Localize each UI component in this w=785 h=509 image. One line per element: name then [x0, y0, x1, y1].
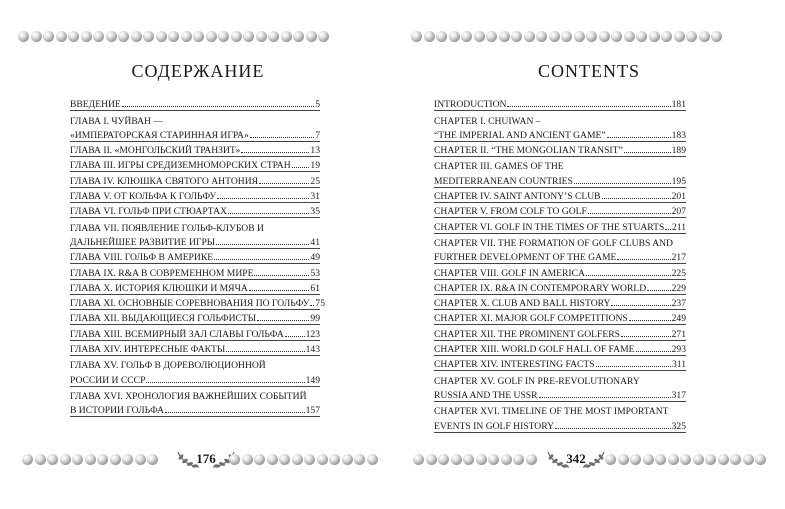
pearl-ornament: [686, 31, 697, 42]
pearl-ornament: [193, 31, 204, 42]
toc-entry-label: CHAPTER XII. THE PROMINENT GOLFERS: [434, 328, 620, 340]
toc-entry: [70, 111, 320, 126]
pearl-ornament: [268, 31, 279, 42]
right-page: [393, 0, 785, 509]
toc-entry: [70, 188, 320, 203]
toc-entry: [434, 218, 686, 233]
pearl-ornament: [451, 454, 462, 465]
toc-entry-label: ДАЛЬНЕЙШЕЕ РАЗВИТИЕ ИГРЫ: [70, 236, 216, 248]
toc-entry-page: 189: [671, 145, 686, 157]
dot-leader: [254, 275, 309, 276]
pearl-ornament: [329, 454, 340, 465]
toc-entry-label: CHAPTER X. CLUB AND BALL HISTORY: [434, 298, 611, 310]
pearl-ornament: [705, 454, 716, 465]
pearl-ornament: [354, 454, 365, 465]
dot-leader: [217, 198, 309, 199]
toc-entry: [434, 96, 686, 111]
toc-entry-page: 211: [671, 221, 686, 233]
pearl-ornament: [599, 31, 610, 42]
toc-entry: [70, 371, 320, 386]
toc-entry-label: «ИМПЕРАТОРСКАЯ СТАРИННАЯ ИГРА»: [70, 129, 249, 141]
dot-leader: [588, 213, 671, 214]
toc-entry-page: 271: [671, 328, 686, 340]
dot-leader: [602, 198, 671, 199]
toc-entry-label: ГЛАВА III. ИГРЫ СРЕДИЗЕМНОМОРСКИХ СТРАН: [70, 160, 291, 172]
pearl-ornament: [43, 31, 54, 42]
toc-entry: [70, 341, 320, 356]
pearl-ornament: [60, 454, 71, 465]
pearl-ornament: [668, 454, 679, 465]
pearl-ornament: [605, 454, 616, 465]
dot-leader: [259, 183, 309, 184]
toc-entry: [70, 249, 320, 264]
dot-leader: [539, 397, 671, 398]
toc-entry-label: ГЛАВА XVI. ХРОНОЛОГИЯ ВАЖНЕЙШИХ СОБЫТИЙ: [70, 390, 307, 402]
toc-entry: [70, 234, 320, 249]
toc-entry-label: “THE IMPERIAL AND ANCIENT GAME”: [434, 129, 606, 141]
pearl-ornament: [730, 454, 741, 465]
pearl-border-bottom-left: [413, 452, 538, 466]
toc-entry-label: CHAPTER XIV. INTERESTING FACTS: [434, 359, 595, 371]
toc-entry-page: 41: [310, 236, 320, 248]
toc-entry-page: 311: [671, 359, 686, 371]
pearl-ornament: [22, 454, 33, 465]
pearl-ornament: [501, 454, 512, 465]
toc-entry-page: 317: [671, 389, 686, 401]
toc-entry-label: ГЛАВА X. ИСТОРИЯ КЛЮШКИ И МЯЧА: [70, 282, 248, 294]
toc-entry-label: ГЛАВА XV. ГОЛЬФ В ДОРЕВОЛЮЦИОННОЙ: [70, 360, 266, 372]
toc-entry-label: ГЛАВА IX. R&A В СОВРЕМЕННОМ МИРЕ: [70, 267, 254, 279]
toc-entry-page: 53: [310, 267, 320, 279]
toc-entry: [434, 371, 686, 386]
toc-entry-page: 181: [671, 99, 686, 111]
pearl-ornament: [474, 31, 485, 42]
pearl-ornament: [624, 31, 635, 42]
pearl-ornament: [267, 454, 278, 465]
pearl-border-top: [411, 29, 724, 43]
toc-entry-page: 13: [310, 145, 320, 157]
pearl-ornament: [476, 454, 487, 465]
pearl-ornament: [118, 31, 129, 42]
pearl-ornament: [488, 454, 499, 465]
page-number: 342: [566, 451, 586, 466]
dot-leader: [607, 137, 671, 138]
dot-leader: [611, 305, 670, 306]
pearl-ornament: [254, 454, 265, 465]
pearl-ornament: [85, 454, 96, 465]
pearl-ornament: [131, 31, 142, 42]
pearl-ornament: [81, 31, 92, 42]
toc-entry-label: FURTHER DEVELOPMENT OF THE GAME: [434, 252, 617, 264]
pearl-ornament: [31, 31, 42, 42]
pearl-ornament: [18, 31, 29, 42]
toc-entry: [434, 157, 686, 172]
dot-leader: [636, 351, 671, 352]
toc-list: [70, 96, 325, 417]
pearl-ornament: [243, 31, 254, 42]
pearl-ornament: [367, 454, 378, 465]
pearl-ornament: [743, 454, 754, 465]
page-title: CONTENTS: [538, 61, 640, 81]
dot-leader: [250, 137, 314, 138]
dot-leader: [507, 106, 670, 107]
dot-leader: [249, 290, 310, 291]
pearl-ornament: [413, 454, 424, 465]
toc-entry-label: CHAPTER IV. SAINT ANTONY’S CLUB: [434, 191, 601, 203]
pearl-ornament: [218, 31, 229, 42]
pearl-ornament: [411, 31, 422, 42]
dot-leader: [617, 259, 670, 260]
toc-entry-label: ГЛАВА VII. ПОЯВЛЕНИЕ ГОЛЬФ-КЛУБОВ И: [70, 222, 264, 234]
page-number: 176: [196, 451, 216, 466]
toc-entry-label: INTRODUCTION: [434, 99, 507, 111]
pearl-ornament: [618, 454, 629, 465]
toc-entry: [434, 280, 686, 295]
pearl-ornament: [438, 454, 449, 465]
pearl-ornament: [281, 31, 292, 42]
toc-entry-page: 123: [305, 328, 320, 340]
dot-leader: [214, 259, 309, 260]
pearl-ornament: [68, 31, 79, 42]
dot-leader: [226, 351, 304, 352]
toc-entry-label: CHAPTER V. FROM COLF TO GOLF: [434, 206, 587, 218]
pearl-ornament: [231, 31, 242, 42]
toc-entry: [434, 417, 686, 432]
toc-entry-label: CHAPTER IX. R&A IN CONTEMPORARY WORLD: [434, 282, 647, 294]
toc-entry-page: 61: [310, 282, 320, 294]
pearl-ornament: [242, 454, 253, 465]
pearl-ornament: [72, 454, 83, 465]
toc-entry-label: CHAPTER XVI. TIMELINE OF THE MOST IMPORTANT: [434, 406, 669, 418]
toc-entry-page: 183: [671, 129, 686, 141]
toc-entry-page: 195: [671, 175, 686, 187]
toc-entry-label: ГЛАВА II. «МОНГОЛЬСКИЙ ТРАНЗИТ»: [70, 145, 241, 157]
pearl-ornament: [649, 31, 660, 42]
toc-entry-label: CHAPTER VIII. GOLF IN AMERICA: [434, 267, 585, 279]
pearl-ornament: [110, 454, 121, 465]
toc-entry: [434, 188, 686, 203]
pearl-ornament: [181, 31, 192, 42]
pearl-border-bottom-right: [605, 452, 768, 466]
pearl-ornament: [549, 31, 560, 42]
toc-entry-page: 19: [310, 160, 320, 172]
toc-entry: [70, 142, 320, 157]
dot-leader: [629, 320, 671, 321]
toc-entry-label: CHAPTER III. GAMES OF THE: [434, 161, 564, 173]
pearl-ornament: [206, 31, 217, 42]
toc-entry-label: CHAPTER II. “THE MONGOLIAN TRANSIT”: [434, 145, 623, 157]
pearl-ornament: [292, 454, 303, 465]
pearl-ornament: [574, 31, 585, 42]
pearl-ornament: [711, 31, 722, 42]
toc-entry: [434, 341, 686, 356]
toc-entry-page: 143: [305, 344, 320, 356]
toc-entry-label: ВВЕДЕНИЕ: [70, 99, 121, 111]
toc-entry-label: В ИСТОРИИ ГОЛЬФА: [70, 405, 165, 417]
toc-entry-page: 249: [671, 313, 686, 325]
toc-entry: [434, 234, 686, 249]
toc-entry-page: 35: [310, 206, 320, 218]
pearl-border-bottom-right: [229, 452, 379, 466]
pearl-ornament: [293, 31, 304, 42]
toc-entry: [70, 127, 320, 142]
toc-entry-page: 229: [671, 282, 686, 294]
toc-entry-label: ГЛАВА VIII. ГОЛЬФ В АМЕРИКЕ: [70, 252, 214, 264]
toc-entry-page: 157: [305, 405, 320, 417]
toc-entry-page: 31: [310, 191, 320, 203]
pearl-ornament: [636, 31, 647, 42]
dot-leader: [292, 167, 310, 168]
pearl-ornament: [426, 454, 437, 465]
pearl-ornament: [93, 31, 104, 42]
toc-entry-page: 5: [315, 99, 320, 111]
pearl-ornament: [436, 31, 447, 42]
toc-entry: [70, 96, 320, 111]
pearl-ornament: [97, 454, 108, 465]
toc-entry-page: 149: [305, 374, 320, 386]
dot-leader: [241, 152, 309, 153]
toc-entry-page: 99: [310, 313, 320, 325]
page-title: СОДЕРЖАНИЕ: [131, 61, 265, 81]
toc-entry-label: ГЛАВА XIV. ИНТЕРЕСНЫЕ ФАКТЫ: [70, 344, 226, 356]
dot-leader: [165, 412, 305, 413]
toc-entry: [70, 295, 325, 310]
pearl-ornament: [449, 31, 460, 42]
toc-entry-label: CHAPTER XI. MAJOR GOLF COMPETITIONS: [434, 313, 628, 325]
dot-leader: [216, 244, 309, 245]
toc-entry-label: CHAPTER XV. GOLF IN PRE-REVOLUTIONARY: [434, 375, 640, 387]
pearl-ornament: [630, 454, 641, 465]
toc-entry-label: РОССИИ И СССР: [70, 374, 146, 386]
toc-entry-page: 325: [671, 420, 686, 432]
pearl-ornament: [135, 454, 146, 465]
toc-entry-label: CHAPTER I. CHUIWAN –: [434, 115, 541, 127]
toc-entry-label: EVENTS IN GOLF HISTORY: [434, 420, 555, 432]
toc-entry: [434, 127, 686, 142]
left-page: [0, 0, 392, 509]
toc-entry: [70, 310, 320, 325]
pearl-ornament: [47, 454, 58, 465]
dot-leader: [146, 382, 304, 383]
toc-entry: [70, 402, 320, 417]
pearl-ornament: [143, 31, 154, 42]
pearl-ornament: [699, 31, 710, 42]
pearl-ornament: [693, 454, 704, 465]
toc-entry-page: 293: [671, 344, 686, 356]
toc-entry: [70, 218, 320, 233]
dot-leader: [586, 275, 671, 276]
toc-entry-page: 201: [671, 191, 686, 203]
pearl-ornament: [168, 31, 179, 42]
toc-entry: [70, 356, 320, 371]
toc-entry-label: RUSSIA AND THE USSR: [434, 389, 538, 401]
toc-entry-label: ГЛАВА IV. КЛЮШКА СВЯТОГО АНТОНИЯ: [70, 175, 259, 187]
pearl-ornament: [524, 31, 535, 42]
toc-entry: [70, 203, 320, 218]
toc-entry-label: ГЛАВА VI. ГОЛЬФ ПРИ СТЮАРТАХ: [70, 206, 228, 218]
pearl-ornament: [424, 31, 435, 42]
pearl-ornament: [122, 454, 133, 465]
toc-entry: [434, 325, 686, 340]
toc-entry-page: 49: [310, 252, 320, 264]
toc-entry: [434, 402, 686, 417]
dot-leader: [574, 183, 671, 184]
pearl-border-top: [18, 29, 331, 43]
pearl-ornament: [461, 31, 472, 42]
toc-entry-page: 225: [671, 267, 686, 279]
pearl-ornament: [317, 454, 328, 465]
pearl-ornament: [755, 454, 766, 465]
pearl-ornament: [306, 31, 317, 42]
pearl-ornament: [499, 31, 510, 42]
pearl-ornament: [680, 454, 691, 465]
dot-leader: [228, 213, 309, 214]
toc-entry-label: CHAPTER VII. THE FORMATION OF GOLF CLUBS AND: [434, 237, 673, 249]
pearl-ornament: [56, 31, 67, 42]
dot-leader: [665, 229, 671, 230]
toc-entry: [434, 111, 686, 126]
toc-entry-label: MEDITERRANEAN COUNTRIES: [434, 175, 573, 187]
toc-entry-page: 7: [315, 129, 320, 141]
toc-entry: [70, 280, 320, 295]
toc-entry-label: ГЛАВА V. ОТ КОЛЬФА К ГОЛЬФУ: [70, 191, 217, 203]
toc-entry: [434, 356, 686, 371]
dot-leader: [285, 336, 305, 337]
toc-entry-label: CHAPTER VI. GOLF IN THE TIMES OF THE STUARTS: [434, 221, 665, 233]
pearl-border-bottom-left: [22, 452, 160, 466]
toc-entry: [70, 264, 320, 279]
toc-entry-page: 207: [671, 206, 686, 218]
pearl-ornament: [661, 31, 672, 42]
pearl-ornament: [511, 31, 522, 42]
pearl-ornament: [318, 31, 329, 42]
toc-entry: [70, 387, 320, 402]
toc-entry: [434, 172, 686, 187]
toc-entry-label: ГЛАВА I. ЧУЙВАН —: [70, 115, 163, 127]
toc-entry-label: ГЛАВА XII. ВЫДАЮЩИЕСЯ ГОЛЬФИСТЫ: [70, 313, 257, 325]
toc-entry: [434, 142, 686, 157]
toc-list: [434, 96, 686, 433]
pearl-ornament: [256, 31, 267, 42]
toc-entry: [434, 387, 686, 402]
toc-entry-page: 25: [310, 175, 320, 187]
dot-leader: [596, 366, 671, 367]
pearl-ornament: [35, 454, 46, 465]
toc-entry: [434, 310, 686, 325]
pearl-ornament: [611, 31, 622, 42]
pearl-ornament: [674, 31, 685, 42]
toc-entry: [70, 325, 320, 340]
toc-entry-label: ГЛАВА XIII. ВСЕМИРНЫЙ ЗАЛ СЛАВЫ ГОЛЬФА: [70, 328, 284, 340]
dot-leader: [624, 152, 671, 153]
pearl-ornament: [655, 454, 666, 465]
pearl-ornament: [229, 454, 240, 465]
toc-entry-page: 75: [315, 298, 325, 310]
toc-entry: [70, 172, 320, 187]
toc-entry: [434, 264, 686, 279]
toc-entry: [434, 295, 686, 310]
pearl-ornament: [486, 31, 497, 42]
toc-entry-page: 237: [671, 298, 686, 310]
pearl-ornament: [106, 31, 117, 42]
pearl-ornament: [561, 31, 572, 42]
toc-entry: [434, 203, 686, 218]
dot-leader: [257, 320, 309, 321]
toc-entry: [70, 157, 320, 172]
pearl-ornament: [279, 454, 290, 465]
toc-entry: [434, 249, 686, 264]
toc-entry-label: CHAPTER XIII. WORLD GOLF HALL OF FAME: [434, 344, 635, 356]
pearl-ornament: [536, 31, 547, 42]
toc-entry-label: ГЛАВА XI. ОСНОВНЫЕ СОРЕВНОВАНИЯ ПО ГОЛЬФУ: [70, 298, 310, 310]
dot-leader: [122, 106, 314, 107]
dot-leader: [555, 428, 671, 429]
pearl-ornament: [643, 454, 654, 465]
pearl-ornament: [156, 31, 167, 42]
toc-entry-page: 217: [671, 252, 686, 264]
pearl-ornament: [304, 454, 315, 465]
dot-leader: [621, 336, 671, 337]
pearl-ornament: [463, 454, 474, 465]
pearl-ornament: [718, 454, 729, 465]
dot-leader: [647, 290, 670, 291]
pearl-ornament: [342, 454, 353, 465]
dot-leader: [310, 305, 314, 306]
pearl-ornament: [586, 31, 597, 42]
